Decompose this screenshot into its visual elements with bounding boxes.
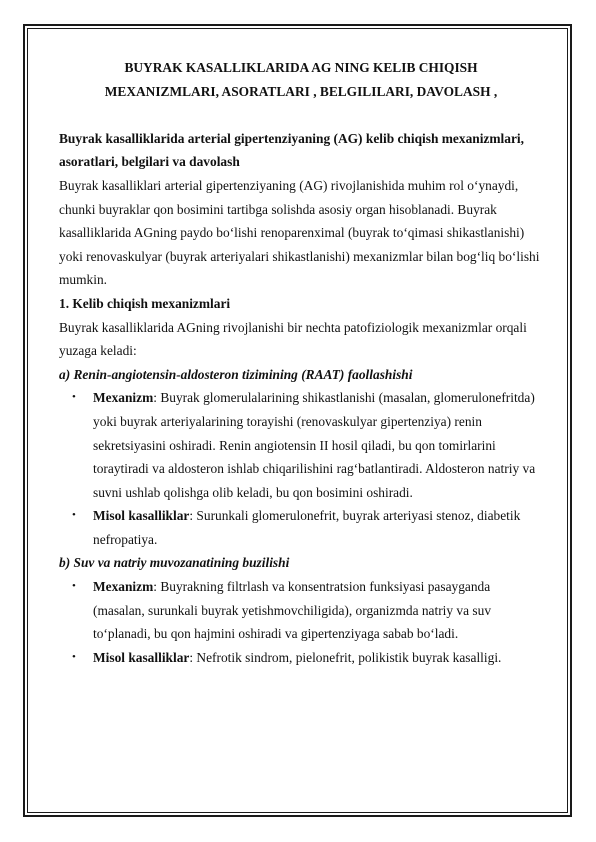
section-1-intro: Buyrak kasalliklarida AGning rivojlanishi bir nechta patofiziologik mexanizmlar orqali yuzaga keladi:	[59, 319, 527, 359]
bullet-icon: •	[72, 650, 76, 663]
title-line-1: BUYRAK KASALLIKLARIDA AG NING KELIB CHIQISH	[124, 60, 478, 75]
list-item	[72, 386, 543, 504]
bullet-text: : Buyrak glomerulalarining shikastlanishi (masalan, glomerulonefritda) yoki buyrak arteriyalarining torayishi (renovaskulyar gipertenziya) renin sekretsiyasini oshiradi. Renin angiotensin II hosil qiladi, bu qon tomirlarini toraytiradi va aldosteron ishlab chiqarilishini rag‘batlantiradi. Aldosteron natriy va suvni ushlab qolishga olib keladi, bu qon bosimini oshiradi.	[93, 390, 536, 500]
bullet-icon: •	[72, 580, 76, 593]
document-body	[59, 56, 543, 669]
document-title	[59, 56, 543, 103]
subsection-b-heading: b) Suv va natriy muvozanatining buzilishi	[59, 555, 290, 571]
subsection-a-list	[59, 386, 543, 551]
intro-paragraph: Buyrak kasalliklari arterial gipertenziyaning (AG) rivojlanishida muhim rol o‘ynaydi, chunki buyraklar qon bosimini tartibga solishda asosiy organ hisoblanadi. Buyrak kasalliklarida AGning paydo bo‘lishi renoparenximal (buyrak to‘qimasi shikastlanishi) yoki renovaskulyar (buyrak arteriyalari shikastlanishi) mexanizmlar bilan bog‘liq bo‘lishi mumkin.	[59, 177, 540, 288]
section-heading: Buyrak kasalliklarida arterial gipertenziyaning (AG) kelib chiqish mexanizmlari, asoratlari, belgilari va davolash	[59, 130, 524, 170]
bullet-text: : Buyrakning filtrlash va konsentratsion funksiyasi pasayganda (masalan, surunkali buyrak yetishmovchiligida), organizmda natriy va suv to‘planadi, bu qon hajmini oshiradi va gipertenziyaga sabab bo‘ladi.	[93, 579, 492, 642]
bullet-term: Mexanizm	[93, 579, 154, 595]
list-item	[72, 646, 543, 670]
subsection-b-list	[59, 575, 543, 669]
section-1-heading: 1. Kelib chiqish mexanizmlari	[59, 295, 231, 311]
list-item	[72, 575, 543, 646]
title-line-2: MEXANIZMLARI, ASORATLARI , BELGILILARI, DAVOLASH ,	[104, 83, 498, 99]
bullet-text: : Surunkali glomerulonefrit, buyrak arteriyasi stenoz, diabetik nefropatiya.	[93, 508, 521, 547]
bullet-icon: •	[72, 391, 76, 404]
bullet-text: : Nefrotik sindrom, pielonefrit, polikistik buyrak kasalligi.	[189, 649, 502, 665]
bullet-term: Misol kasalliklar	[93, 508, 190, 524]
list-item	[72, 504, 543, 551]
bullet-term: Misol kasalliklar	[93, 649, 190, 665]
bullet-icon: •	[72, 509, 76, 522]
subsection-a-heading: a) Renin-angiotensin-aldosteron tizimining (RAAT) faollashishi	[59, 366, 413, 382]
bullet-term: Mexanizm	[93, 390, 154, 406]
